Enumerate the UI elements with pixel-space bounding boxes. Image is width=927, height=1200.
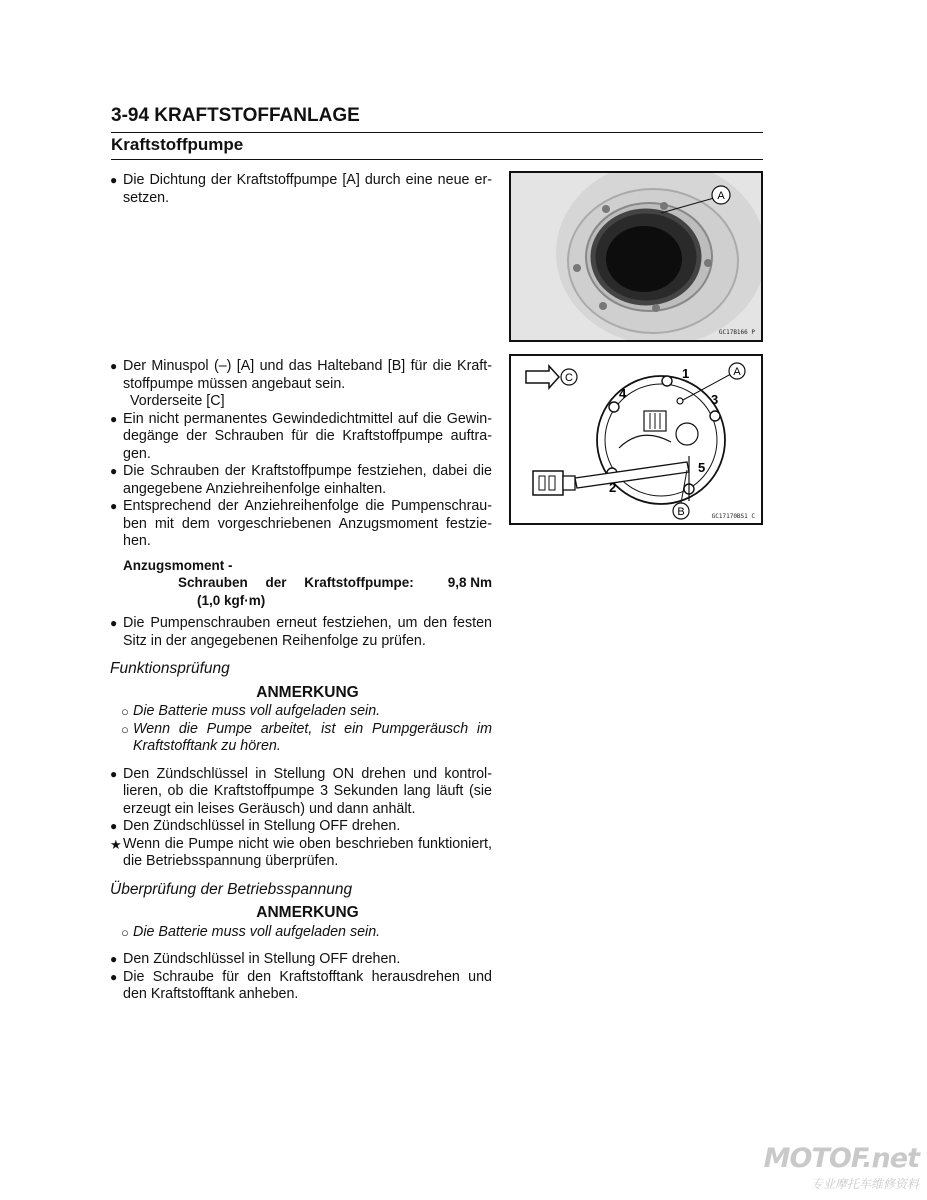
note-item (110, 721, 492, 756)
voltage-check-heading: Überprüfung der Betriebsspannung (110, 880, 353, 898)
bullet-marker: ● (110, 969, 118, 984)
front-arrow-icon (526, 366, 559, 388)
sequence-number: 5 (698, 460, 706, 475)
bullet-marker: ● (110, 616, 118, 630)
note-title: ANMERKUNG (256, 683, 359, 701)
sequence-number: 3 (711, 392, 719, 407)
text-block-seal (110, 172, 492, 207)
sequence-number: 4 (619, 386, 627, 401)
note-title: ANMERKUNG (256, 904, 359, 921)
bullet-marker: ● (110, 952, 118, 966)
function-check-heading: Funktionsprüfung (110, 660, 230, 677)
bullet-item (110, 463, 492, 498)
bullet-text: Entsprechend der Anziehreihenfolge die Pumpenschrau-ben mit dem vorgeschriebenen Anzugsmoment festzie-hen. (123, 498, 492, 549)
photo-illustration (511, 173, 761, 340)
watermark-logo: MOTOF.net (763, 1143, 919, 1174)
bullet-text: Wenn die Pumpe nicht wie oben beschrieben funktioniert, die Betriebsspannung überprüfen. (123, 835, 492, 869)
torque-heading: Anzugsmoment - (123, 557, 233, 573)
diagram-illustration (511, 356, 761, 523)
bullet-text: Die Pumpenschrauben erneut festziehen, um den festen Sitz in der angegebenen Reihenfolge zu prüfen. (123, 615, 492, 649)
text-block-install (110, 358, 492, 1004)
bullet-item (110, 172, 492, 207)
note-marker: ○ (121, 704, 129, 719)
figure-code: GC17B166 P (718, 329, 755, 336)
figure-code: GC17170BS1 C (711, 513, 755, 520)
bullet-text: Die Schrauben der Kraftstoffpumpe festziehen, dabei die angegebene Anziehreihenfolge einhalten. (123, 463, 492, 497)
bullet-marker: ● (110, 173, 118, 187)
bullet-item (110, 615, 492, 650)
bullet-item (110, 411, 492, 464)
bullet-marker: ● (110, 464, 118, 478)
note-item (110, 703, 492, 721)
callout-b: B (677, 506, 685, 518)
callout-a: A (733, 366, 741, 378)
note-text: Die Batterie muss voll aufgeladen sein. (133, 923, 381, 940)
callout-a: A (717, 190, 725, 202)
bullet-item (110, 766, 492, 819)
bullet-item (110, 393, 492, 411)
bullet-text: Vorderseite [C] (130, 393, 225, 409)
bullet-text: Den Zündschlüssel in Stellung OFF drehen. (123, 818, 401, 834)
bullet-text: Den Zündschlüssel in Stellung OFF drehen. (123, 951, 401, 967)
note-item (110, 924, 492, 942)
bullet-text: Den Zündschlüssel in Stellung ON drehen und kontrol-lieren, ob die Kraftstoffpumpe 3 Sekunden lang läuft (sie erzeugt ein leises Geräusch) und dann anhält. (123, 765, 492, 817)
page-title: 3-94 KRAFTSTOFFANLAGE (111, 104, 763, 133)
torque-label: Schrauben der Kraftstoffpumpe: (178, 575, 414, 590)
star-marker: ★ (110, 836, 122, 852)
bullet-text: Der Minuspol (–) [A] und das Halteband [B] für die Kraft-stoffpumpe müssen angebaut sein. (123, 358, 492, 392)
watermark-tagline: 专业摩托车维修资料 (810, 1177, 919, 1191)
note-marker: ○ (121, 924, 129, 940)
callout-c: C (565, 372, 573, 384)
bullet-marker: ● (110, 359, 118, 373)
bullet-text: Ein nicht permanentes Gewindedichtmittel auf die Gewin-degänge der Schrauben für die Kraftstoffpumpe auftra-gen. (123, 410, 492, 462)
bullet-marker: ● (110, 499, 118, 513)
bullet-item (110, 836, 492, 871)
section-title: Kraftstoffpumpe (111, 134, 763, 160)
note-text: Die Batterie muss voll aufgeladen sein. (133, 703, 381, 719)
bullet-item (110, 951, 492, 969)
bullet-item (110, 818, 492, 836)
bullet-item (110, 969, 492, 1004)
fuel-pump-gasket-photo (509, 171, 763, 342)
torque-alt-value: (1,0 kgf·m) (197, 592, 266, 608)
note-marker: ○ (121, 721, 129, 737)
sequence-number: 2 (609, 480, 617, 495)
torque-spec (110, 574, 492, 592)
torque-value: 9,8 Nm (447, 575, 492, 590)
sequence-number: 1 (682, 366, 690, 381)
bullet-marker: ● (110, 411, 118, 426)
bullet-item (110, 358, 492, 393)
bullet-text: Die Dichtung der Kraftstoffpumpe [A] durch eine neue er-setzen. (123, 172, 492, 206)
bullet-marker: ● (110, 766, 118, 781)
bullet-marker: ● (110, 819, 118, 833)
note-text: Wenn die Pumpe arbeitet, ist ein Pumpgeräusch im Kraftstofftank zu hören. (133, 720, 492, 754)
bullet-text: Die Schraube für den Kraftstofftank herausdrehen und den Kraftstofftank anheben. (123, 968, 492, 1002)
tightening-sequence-diagram (509, 354, 763, 525)
bullet-item (110, 498, 492, 551)
